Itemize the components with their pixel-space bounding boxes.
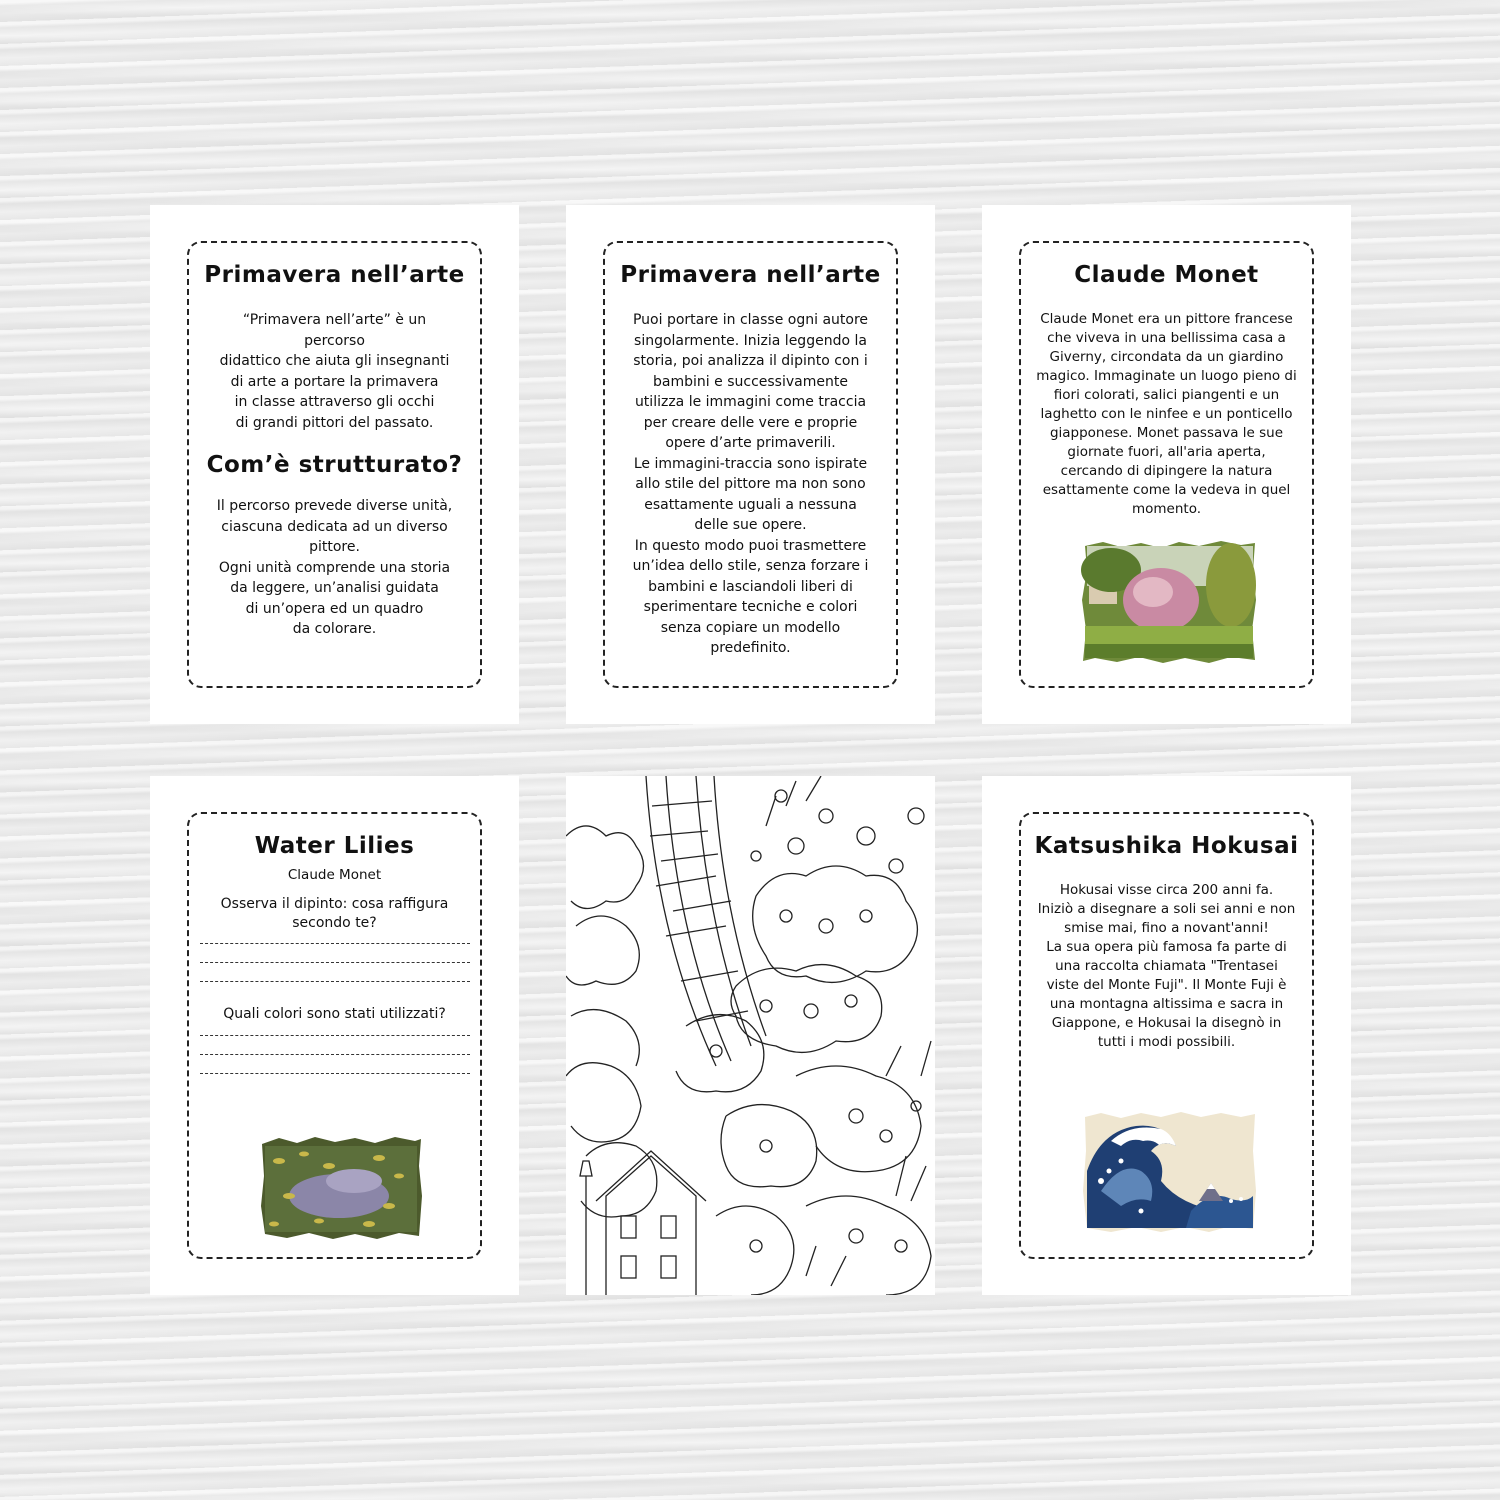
card-title: Claude Monet — [1074, 262, 1259, 288]
sheet-hokusai — [982, 776, 1351, 1295]
answer-line[interactable] — [200, 981, 470, 982]
card-paragraph: “Primavera nell’arte” è un percorso didattico che aiuta gli insegnanti di arte a portare la primavera in classe attraverso gli occhi di grandi pittori del passato. — [219, 312, 450, 431]
answer-lines-1 — [189, 943, 480, 982]
card-paragraph: Claude Monet era un pittore francese che viveva in una bellissima casa a Giverny, circondata da un giardino magico. Immaginate un luogo pieno di fiori colorati, salici piangenti e un laghetto con le ninfee e un ponticello giapponese. Monet passava le sue giornate fuori, all'aria aperta, cercando di dipingere la natura esattamente come la vedeva in quel momento. — [1036, 311, 1297, 517]
sheet-intro — [150, 205, 519, 724]
card-paragraph: Hokusai visse circa 200 anni fa. Iniziò a disegnare a soli sei anni e non smise mai, fino a novant'anni! La sua opera più famosa fa parte di una raccolta chiamata "Trentasei viste del Monte Fuji". Il Monte Fuji è una montagna altissima e sacra in Giappone, e Hokusai la disegnò in tutti i modi possibili. — [1037, 882, 1296, 1050]
answer-line[interactable] — [200, 1073, 470, 1074]
question-1: Osserva il dipinto: cosa raffigura secondo te? — [220, 896, 449, 931]
card-title: Primavera nell’arte — [620, 262, 881, 288]
painting-tree-right — [1206, 543, 1256, 627]
card-monet — [1019, 241, 1314, 688]
answer-line[interactable] — [200, 1054, 470, 1055]
monet-painting-image — [1081, 540, 1257, 664]
house — [596, 1151, 706, 1295]
wave-print-image — [1081, 1111, 1257, 1233]
painting-blossom-light — [1133, 577, 1173, 607]
card-paragraph: Puoi portare in classe ogni autore singolarmente. Inizia leggendo la storia, poi analizza il dipinto con i bambini e successivamente utilizza le immagini come traccia per creare delle vere e proprie opere d’arte primaverili. Le immagini-traccia sono ispirate allo stile del pittore ma non sono esattamente uguali a nessuna delle sue opere. In questo modo puoi trasmettere un’idea dello stile, senza forzare i bambini e lasciandoli liberi di sperimentare tecniche e colori senza copiare un modello predefinito. — [632, 312, 869, 656]
lilies-painting-image — [259, 1136, 423, 1240]
lamp-post — [580, 1161, 592, 1295]
sheet-method — [566, 205, 935, 724]
sheet-monet — [982, 205, 1351, 724]
painting-shadow — [1085, 644, 1253, 658]
answer-line[interactable] — [200, 943, 470, 944]
painting-reflection-light — [326, 1169, 382, 1193]
question-2: Quali colori sono stati utilizzati? — [223, 1006, 446, 1022]
card-lilies — [187, 812, 482, 1259]
answer-lines-2 — [189, 1035, 480, 1074]
answer-line[interactable] — [200, 1035, 470, 1036]
flower-bushes — [676, 866, 931, 1295]
answer-line[interactable] — [200, 962, 470, 963]
card-intro — [187, 241, 482, 688]
card-author: Claude Monet — [287, 867, 382, 883]
coloring-page — [566, 776, 935, 1295]
sheet-lilies — [150, 776, 519, 1295]
card-subtitle: Com’è strutturato? — [206, 452, 463, 478]
card-title: Katsushika Hokusai — [1034, 833, 1299, 859]
coloring-illustration — [566, 776, 935, 1295]
card-title: Primavera nell’arte — [204, 262, 465, 288]
card-hokusai — [1019, 812, 1314, 1259]
card-paragraph-2: Il percorso prevede diverse unità, ciascuna dedicata ad un diverso pittore. Ogni unità comprende una storia da leggere, un’analisi guidata di un’opera ed un quadro da colorare. — [216, 498, 453, 637]
card-title: Water Lilies — [254, 833, 415, 859]
card-method — [603, 241, 898, 688]
